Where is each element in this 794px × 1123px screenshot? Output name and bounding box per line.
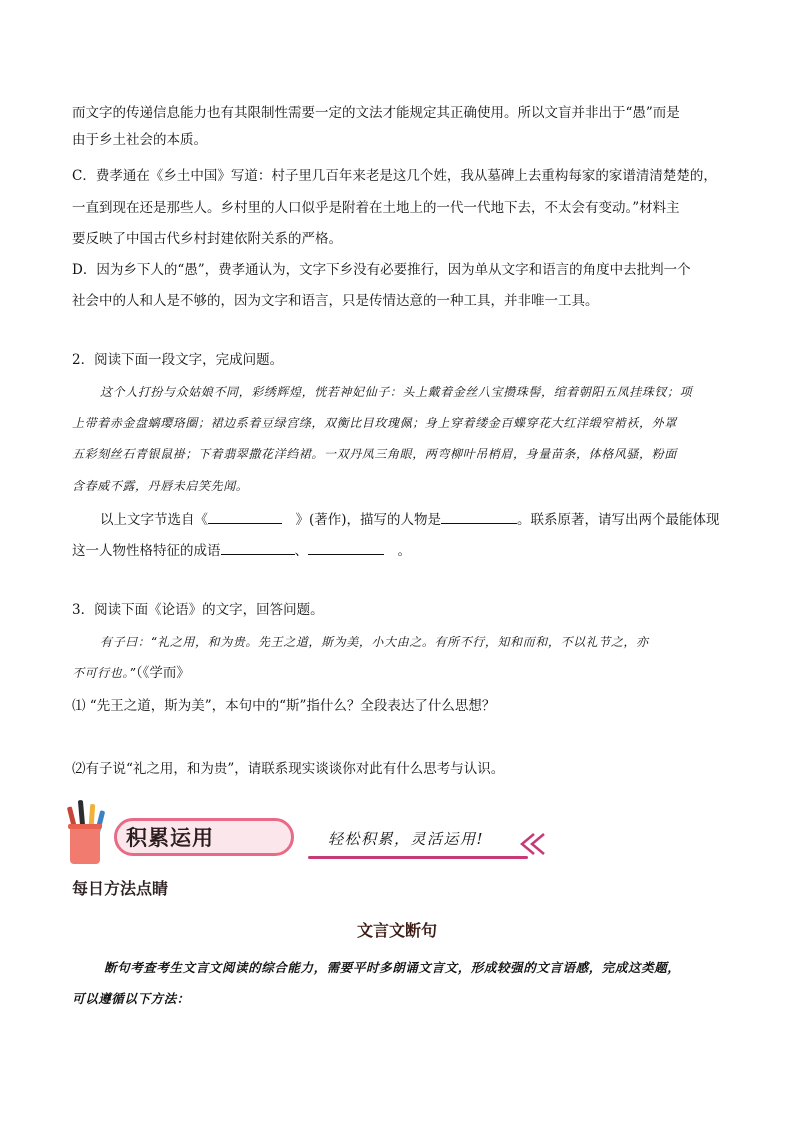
method-title: 文言文断句 bbox=[356, 921, 437, 940]
question-3-sub-1: ⑴ “先王之道，斯为美”，本句中的“斯”指什么？全段表达了什么思想？ bbox=[72, 698, 496, 714]
fill-text-2: 》(著作)，描写的人物是 bbox=[295, 512, 442, 528]
quote-source: （《学而》 bbox=[135, 665, 190, 681]
book-title-blank[interactable] bbox=[208, 509, 282, 524]
option-c-line-2: 一直到现在还是那些人。乡村里的人口似乎是附着在土地上的一代一代地下去，不太会有变动。”材料主 bbox=[72, 200, 680, 216]
question-3-sub-2: ⑵有子说“礼之用，和为贵”，请联系现实谈谈你对此有什么思考与认识。 bbox=[72, 761, 505, 777]
question-2-prompt: 2．阅读下面一段文字，完成问题。 bbox=[72, 352, 284, 368]
question-2-fill-line-1 bbox=[100, 509, 750, 530]
option-c-line-3: 要反映了中国古代乡村封建依附关系的严格。 bbox=[72, 231, 342, 247]
idiom-blank-1[interactable] bbox=[221, 540, 295, 555]
question-3-quote-line-2 bbox=[72, 663, 722, 683]
pen-holder-icon bbox=[70, 828, 100, 864]
option-d-line-1: D．因为乡下人的“愚”，费孝通认为，文字下乡没有必要推行，因为单从文字和语言的角度中去批判一个 bbox=[72, 262, 691, 278]
question-2-quote-line-3: 五彩刻丝石青银鼠褂；下着翡翠撒花洋绉裙。一双丹凤三角眼，两弯柳叶吊梢眉，身量苗条，体格风骚，粉面 bbox=[72, 447, 677, 461]
banner-title: 积累运用 bbox=[126, 826, 214, 850]
question-2-quote-line-2: 上带着赤金盘螭璎珞圈；裙边系着豆绿宫绦，双衡比目玫瑰佩；身上穿着缕金百蝶穿花大红洋缎窄褃袄，外罩 bbox=[72, 416, 677, 430]
idiom-blank-2[interactable] bbox=[308, 540, 384, 555]
fill-text-3: 。联系原著，请写出两个最能体现 bbox=[517, 512, 720, 528]
quote-end: 不可行也。” bbox=[72, 666, 136, 680]
option-d-line-2: 社会中的人和人是不够的，因为文字和语言，只是传情达意的一种工具，并非唯一工具。 bbox=[72, 293, 599, 309]
method-heading: 每日方法点睛 bbox=[72, 879, 169, 898]
question-2-fill-line-2 bbox=[72, 540, 722, 561]
character-blank[interactable] bbox=[441, 509, 517, 524]
fill-end: 。 bbox=[397, 543, 411, 559]
banner-underline bbox=[308, 856, 528, 859]
double-chevron-left-icon bbox=[516, 830, 550, 858]
option-b-line-2: 由于乡土社会的本质。 bbox=[72, 132, 207, 148]
option-b-line-1: 而文字的传递信息能力也有其限制性需要一定的文法才能规定其正确使用。所以文盲并非出于“愚”而是 bbox=[72, 105, 680, 121]
question-2-quote-line-1: 这个人打扮与众姑娘不同，彩绣辉煌，恍若神妃仙子：头上戴着金丝八宝攒珠髻，绾着朝阳五凤挂珠钗；项 bbox=[100, 385, 693, 399]
method-body-line-1: 断句考查考生文言文阅读的综合能力，需要平时多朗诵文言文，形成较强的文言语感，完成这类题， bbox=[104, 960, 681, 975]
banner-slogan: 轻松积累，灵活运用! bbox=[328, 830, 485, 848]
question-2-quote-line-4: 含春威不露，丹唇未启笑先闻。 bbox=[72, 479, 249, 493]
method-body-line-2: 可以遵循以下方法： bbox=[72, 991, 190, 1006]
fill-separator: 、 bbox=[294, 543, 308, 559]
question-3-prompt: 3．阅读下面《论语》的文字，回答问题。 bbox=[72, 602, 324, 618]
fill-text-4: 这一人物性格特征的成语 bbox=[72, 543, 221, 559]
accumulate-banner bbox=[70, 800, 490, 870]
question-3-quote-line-1: 有子曰：“礼之用，和为贵。先王之道，斯为美，小大由之。有所不行，知和而和，不以礼节之，亦 bbox=[100, 635, 649, 649]
fill-text-1: 以上文字节选自《 bbox=[100, 512, 208, 528]
option-c-line-1: C．费孝通在《乡土中国》写道：村子里几百年来老是这几个姓，我从墓碑上去重构每家的家谱清清楚楚的， bbox=[72, 168, 717, 184]
